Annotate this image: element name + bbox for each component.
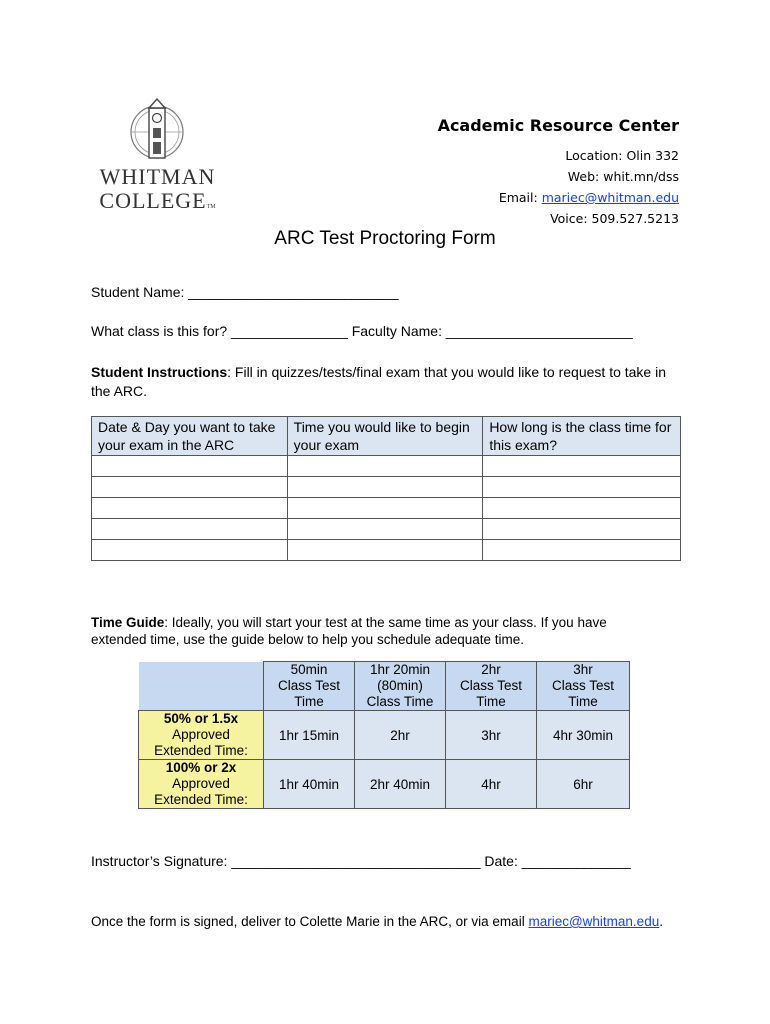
instructor-signature-line: Instructor’s Signature: ________________________________ Date: ______________ bbox=[91, 853, 631, 869]
table-row bbox=[92, 477, 681, 498]
instructions-label: Student Instructions bbox=[91, 364, 228, 380]
guide-row-2x bbox=[139, 760, 630, 809]
date-cell[interactable] bbox=[92, 498, 288, 519]
email-line bbox=[438, 187, 679, 208]
class-faculty-line: What class is this for? _______________ Faculty Name: ________________________ bbox=[91, 323, 633, 339]
clock-tower-seal-icon bbox=[124, 96, 190, 162]
time-cell[interactable] bbox=[287, 519, 483, 540]
guide-value: 2hr bbox=[355, 711, 446, 760]
student-name-field: Student Name: ___________________________ bbox=[91, 284, 399, 300]
guide-row-1-5x bbox=[139, 711, 630, 760]
form-title: ARC Test Proctoring Form bbox=[274, 228, 496, 249]
date-cell[interactable] bbox=[92, 540, 288, 561]
guide-col-3hr: 3hr Class Test Time bbox=[537, 662, 630, 711]
voice-line: Voice: 509.527.5213 bbox=[550, 211, 679, 226]
table-header-row bbox=[92, 417, 681, 456]
logo-text-college: COLLEGE bbox=[99, 188, 207, 213]
time-cell[interactable] bbox=[287, 540, 483, 561]
header-date-day: Date & Day you want to take your exam in the ARC bbox=[92, 417, 288, 456]
length-cell[interactable] bbox=[483, 456, 681, 477]
guide-col-2hr: 2hr Class Test Time bbox=[446, 662, 537, 711]
guide-value: 6hr bbox=[537, 760, 630, 809]
whitman-logo bbox=[90, 96, 225, 216]
time-guide-label: Time Guide bbox=[91, 615, 165, 630]
table-row bbox=[92, 456, 681, 477]
table-row bbox=[92, 540, 681, 561]
exam-request-table bbox=[91, 416, 681, 561]
guide-value: 1hr 15min bbox=[264, 711, 355, 760]
time-guide-body: : Ideally, you will start your test at the same time as your class. If you have extended time, use the guide below to help you schedule adequate time. bbox=[91, 615, 607, 647]
extended-time-guide-table bbox=[138, 661, 630, 809]
time-cell[interactable] bbox=[287, 477, 483, 498]
guide-col-80min: 1hr 20min (80min) Class Time bbox=[355, 662, 446, 711]
date-cell[interactable] bbox=[92, 477, 288, 498]
guide-rowhead-1-5x: 50% or 1.5x Approved Extended Time: bbox=[139, 711, 264, 760]
time-cell[interactable] bbox=[287, 456, 483, 477]
guide-value: 2hr 40min bbox=[355, 760, 446, 809]
footer-period: . bbox=[659, 914, 663, 929]
footer-note bbox=[91, 912, 663, 931]
location-line: Location: Olin 332 bbox=[565, 148, 679, 163]
student-instructions bbox=[91, 363, 681, 401]
length-cell[interactable] bbox=[483, 519, 681, 540]
header-start-time: Time you would like to begin your exam bbox=[287, 417, 483, 456]
guide-value: 3hr bbox=[446, 711, 537, 760]
guide-value: 4hr 30min bbox=[537, 711, 630, 760]
date-cell[interactable] bbox=[92, 519, 288, 540]
header-class-length: How long is the class time for this exam? bbox=[483, 417, 681, 456]
web-line: Web: whit.mn/dss bbox=[567, 169, 679, 184]
footer-email-link[interactable]: mariec@whitman.edu bbox=[528, 914, 660, 929]
instructions-text: : Fill in quizzes/tests/final exam that you would like to request to take in the ARC. bbox=[91, 364, 667, 399]
guide-value: 1hr 40min bbox=[264, 760, 355, 809]
length-cell[interactable] bbox=[483, 498, 681, 519]
logo-text-whitman: WHITMAN bbox=[99, 164, 216, 189]
table-row bbox=[92, 498, 681, 519]
length-cell[interactable] bbox=[483, 477, 681, 498]
length-cell[interactable] bbox=[483, 540, 681, 561]
time-cell[interactable] bbox=[287, 498, 483, 519]
time-guide-text bbox=[91, 614, 651, 648]
org-name: Academic Resource Center bbox=[437, 116, 679, 135]
table-row bbox=[92, 519, 681, 540]
date-cell[interactable] bbox=[92, 456, 288, 477]
trademark-mark: TM bbox=[206, 204, 216, 210]
guide-value: 4hr bbox=[446, 760, 537, 809]
guide-rowhead-2x: 100% or 2x Approved Extended Time: bbox=[139, 760, 264, 809]
footer-text: Once the form is signed, deliver to Colette Marie in the ARC, or via email bbox=[91, 914, 529, 929]
email-link[interactable]: mariec@whitman.edu bbox=[541, 190, 679, 205]
contact-block bbox=[438, 116, 679, 229]
guide-col-50min: 50min Class Test Time bbox=[264, 662, 355, 711]
email-label: Email: bbox=[498, 190, 542, 205]
guide-header-row bbox=[139, 662, 630, 711]
